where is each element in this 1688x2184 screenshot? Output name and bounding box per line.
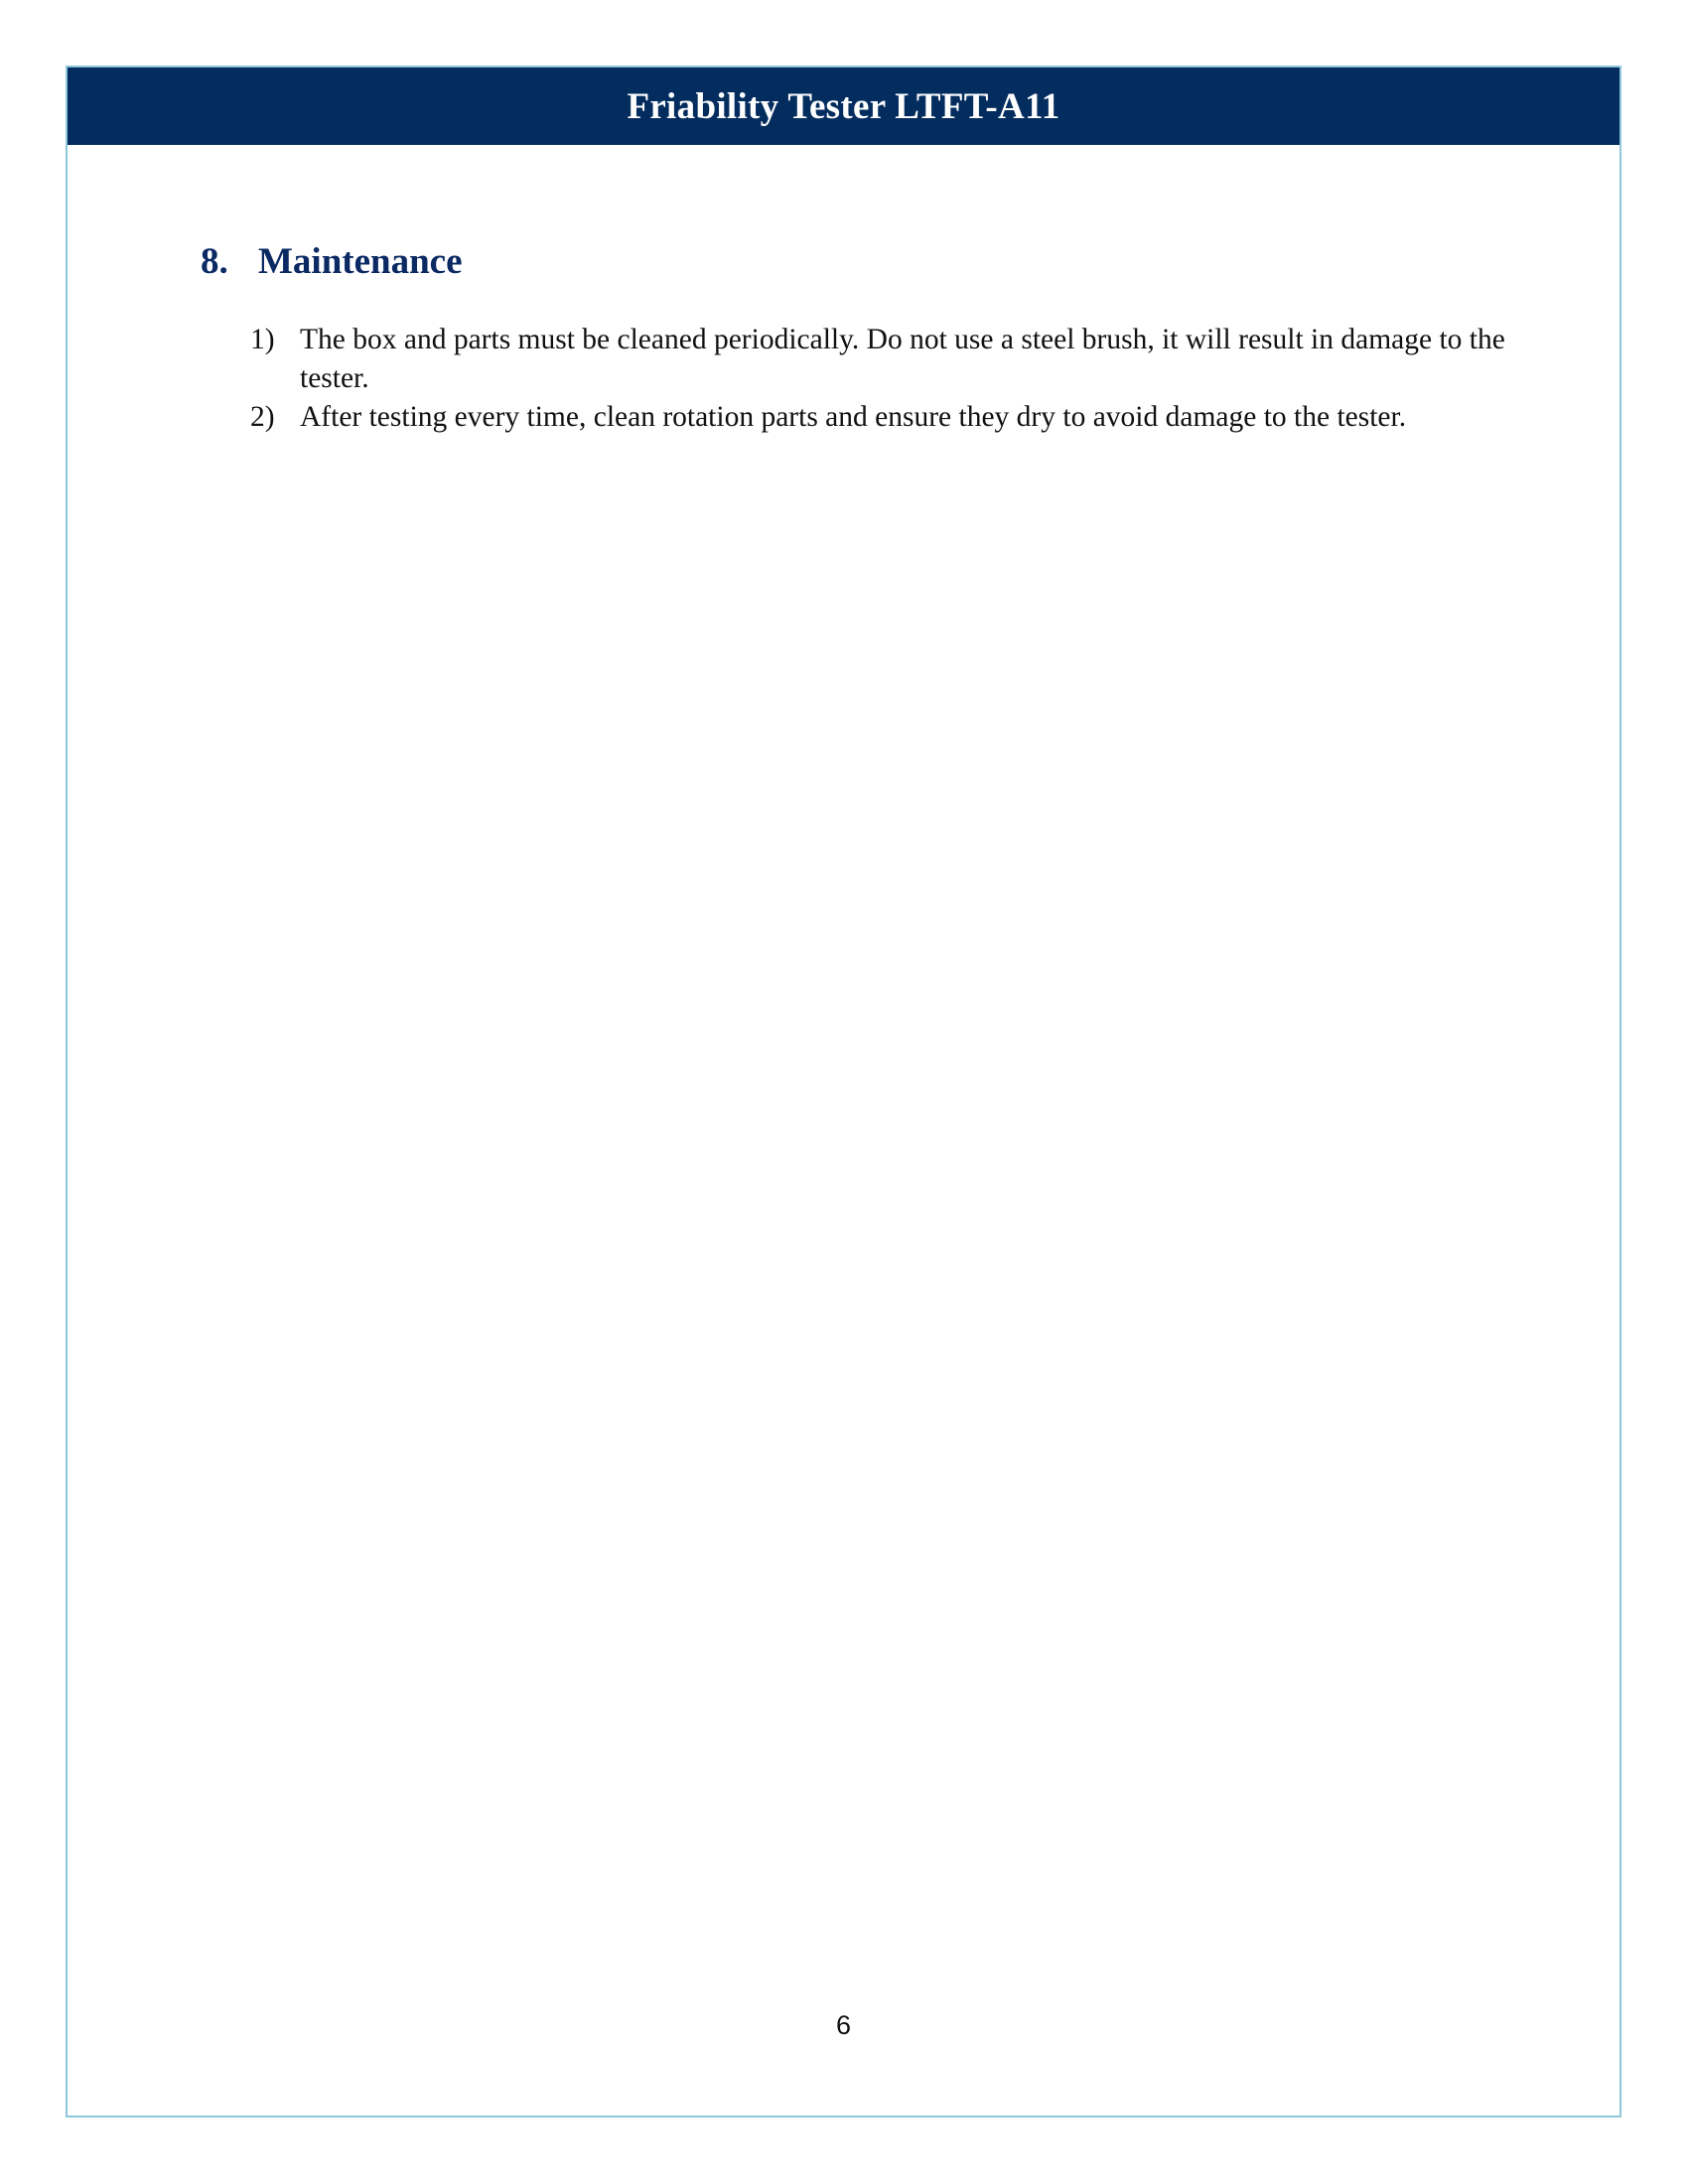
document-header [68, 68, 1619, 145]
list-item-marker: 2) [250, 401, 275, 433]
list-item-marker: 1) [250, 324, 275, 355]
page-number: 6 [835, 2010, 852, 2040]
maintenance-section [201, 240, 1561, 437]
list-item [201, 398, 1561, 437]
section-number: 8. [201, 241, 228, 282]
document-title: Friability Tester LTFT-A11 [627, 85, 1060, 127]
document-page [66, 66, 1621, 2117]
list-item-text: After testing every time, clean rotation parts and ensure they dry to avoid damage to the tester. [300, 401, 1407, 433]
section-heading [201, 240, 1561, 283]
maintenance-list [201, 321, 1561, 437]
section-title: Maintenance [258, 241, 463, 282]
list-item-text: The box and parts must be cleaned periodically. Do not use a steel brush, it will result in damage to the tester. [300, 324, 1505, 394]
list-item [201, 321, 1561, 398]
